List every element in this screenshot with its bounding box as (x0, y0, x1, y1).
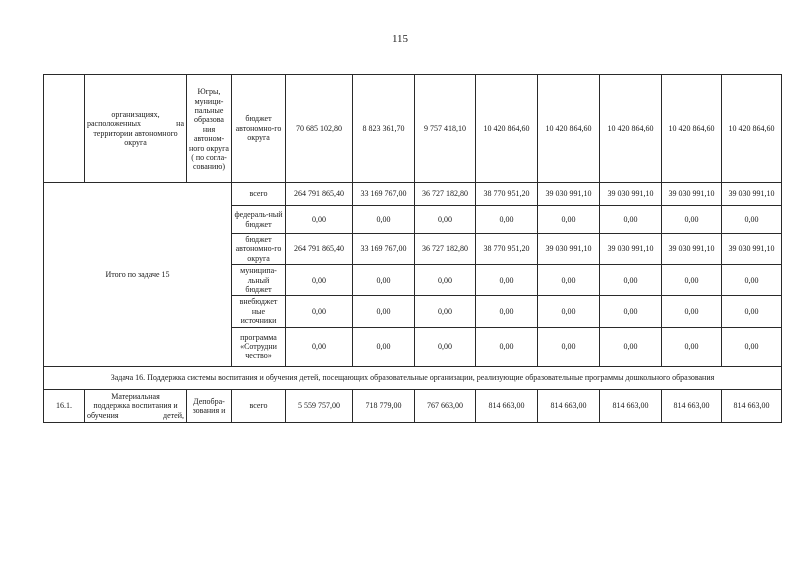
executor-cell: Югры, муници-пальные образова ния автоном-ного округа ( по согла-сованию) (187, 75, 232, 183)
value-cell: 0,00 (538, 296, 600, 327)
funding-source-cell: бюджет автономно-го округа (232, 234, 286, 265)
funding-source-cell: всего (232, 183, 286, 206)
page-number: 115 (391, 33, 409, 45)
value-cell: 0,00 (353, 206, 415, 234)
row-index-cell (44, 75, 85, 183)
value-cell: 0,00 (286, 265, 353, 296)
value-cell: 0,00 (662, 265, 722, 296)
value-cell: 0,00 (538, 206, 600, 234)
value-cell: 39 030 991,10 (662, 183, 722, 206)
value-cell: 264 791 865,40 (286, 234, 353, 265)
value-cell: 814 663,00 (722, 389, 782, 422)
value-cell: 36 727 182,80 (415, 234, 476, 265)
value-cell: 70 685 102,80 (286, 75, 353, 183)
value-cell: 39 030 991,10 (538, 234, 600, 265)
value-cell: 0,00 (662, 327, 722, 366)
value-cell: 10 420 864,60 (538, 75, 600, 183)
value-cell: 38 770 951,20 (476, 183, 538, 206)
value-cell: 39 030 991,10 (662, 234, 722, 265)
value-cell: 0,00 (286, 206, 353, 234)
value-cell: 0,00 (600, 206, 662, 234)
value-cell: 39 030 991,10 (538, 183, 600, 206)
value-cell: 0,00 (662, 296, 722, 327)
measure-name-word: расположенных (87, 119, 141, 129)
measure-name-line: организациях, (111, 109, 160, 119)
value-cell: 0,00 (662, 206, 722, 234)
value-cell: 0,00 (415, 296, 476, 327)
value-cell: 36 727 182,80 (415, 183, 476, 206)
measure-name-line: поддержка воспитания и (93, 401, 178, 411)
value-cell: 0,00 (722, 296, 782, 327)
value-cell: 0,00 (722, 327, 782, 366)
value-cell: 39 030 991,10 (722, 183, 782, 206)
budget-table (43, 74, 782, 423)
value-cell: 38 770 951,20 (476, 234, 538, 265)
measure-name-word: обучения (87, 410, 119, 420)
value-cell: 0,00 (538, 265, 600, 296)
value-cell: 0,00 (722, 265, 782, 296)
value-cell: 0,00 (353, 265, 415, 296)
value-cell: 0,00 (415, 206, 476, 234)
value-cell: 10 420 864,60 (662, 75, 722, 183)
value-cell: 8 823 361,70 (353, 75, 415, 183)
total-task-15-label: Итого по задаче 15 (44, 183, 232, 367)
value-cell: 0,00 (476, 296, 538, 327)
value-cell: 264 791 865,40 (286, 183, 353, 206)
measure-name-word: детей, (163, 410, 184, 420)
value-cell: 33 169 767,00 (353, 234, 415, 265)
table-row-16-1 (44, 389, 782, 422)
value-cell: 5 559 757,00 (286, 389, 353, 422)
value-cell: 718 779,00 (353, 389, 415, 422)
value-cell: 0,00 (415, 327, 476, 366)
value-cell: 0,00 (476, 206, 538, 234)
value-cell: 39 030 991,10 (600, 183, 662, 206)
value-cell: 814 663,00 (662, 389, 722, 422)
funding-source-cell: внебюджет ные источники (232, 296, 286, 327)
executor-cell: Депобра-зования и (187, 389, 232, 422)
value-cell: 767 663,00 (415, 389, 476, 422)
value-cell: 10 420 864,60 (600, 75, 662, 183)
value-cell: 0,00 (600, 327, 662, 366)
funding-source-cell: бюджет автономно-го округа (232, 75, 286, 183)
value-cell: 0,00 (600, 296, 662, 327)
value-cell: 814 663,00 (538, 389, 600, 422)
value-cell: 814 663,00 (600, 389, 662, 422)
funding-source-cell: программа «Сотрудни чество» (232, 327, 286, 366)
measure-name-line: территории автономного (93, 128, 178, 138)
value-cell: 0,00 (600, 265, 662, 296)
measure-name-word: на (176, 119, 184, 129)
funding-source-cell: всего (232, 389, 286, 422)
table-row-total-all (44, 183, 782, 206)
value-cell: 0,00 (476, 327, 538, 366)
value-cell: 0,00 (476, 265, 538, 296)
value-cell: 0,00 (286, 327, 353, 366)
value-cell: 0,00 (353, 296, 415, 327)
table-row-continuation (44, 75, 782, 183)
value-cell: 0,00 (353, 327, 415, 366)
value-cell: 9 757 418,10 (415, 75, 476, 183)
value-cell: 0,00 (286, 296, 353, 327)
value-cell: 39 030 991,10 (600, 234, 662, 265)
funding-source-cell: муниципа-льный бюджет (232, 265, 286, 296)
value-cell: 814 663,00 (476, 389, 538, 422)
table-row-task-heading (44, 366, 782, 389)
value-cell: 0,00 (415, 265, 476, 296)
value-cell: 10 420 864,60 (476, 75, 538, 183)
funding-source-cell: федераль-ный бюджет (232, 206, 286, 234)
task-16-title: Задача 16. Поддержка системы воспитания и обучения детей, посещающих образовательные организации, реализующие образовательные программы дошкольного образования (44, 366, 782, 389)
measure-name-cell (85, 75, 187, 183)
measure-name-line: Материальная (111, 392, 160, 402)
value-cell: 39 030 991,10 (722, 234, 782, 265)
value-cell: 10 420 864,60 (722, 75, 782, 183)
row-index-cell: 16.1. (44, 389, 85, 422)
measure-name-line (87, 119, 184, 128)
measure-name-cell (85, 389, 187, 422)
value-cell: 0,00 (538, 327, 600, 366)
measure-name-line: округа (124, 137, 147, 147)
value-cell: 33 169 767,00 (353, 183, 415, 206)
measure-name-line (87, 411, 184, 420)
value-cell: 0,00 (722, 206, 782, 234)
